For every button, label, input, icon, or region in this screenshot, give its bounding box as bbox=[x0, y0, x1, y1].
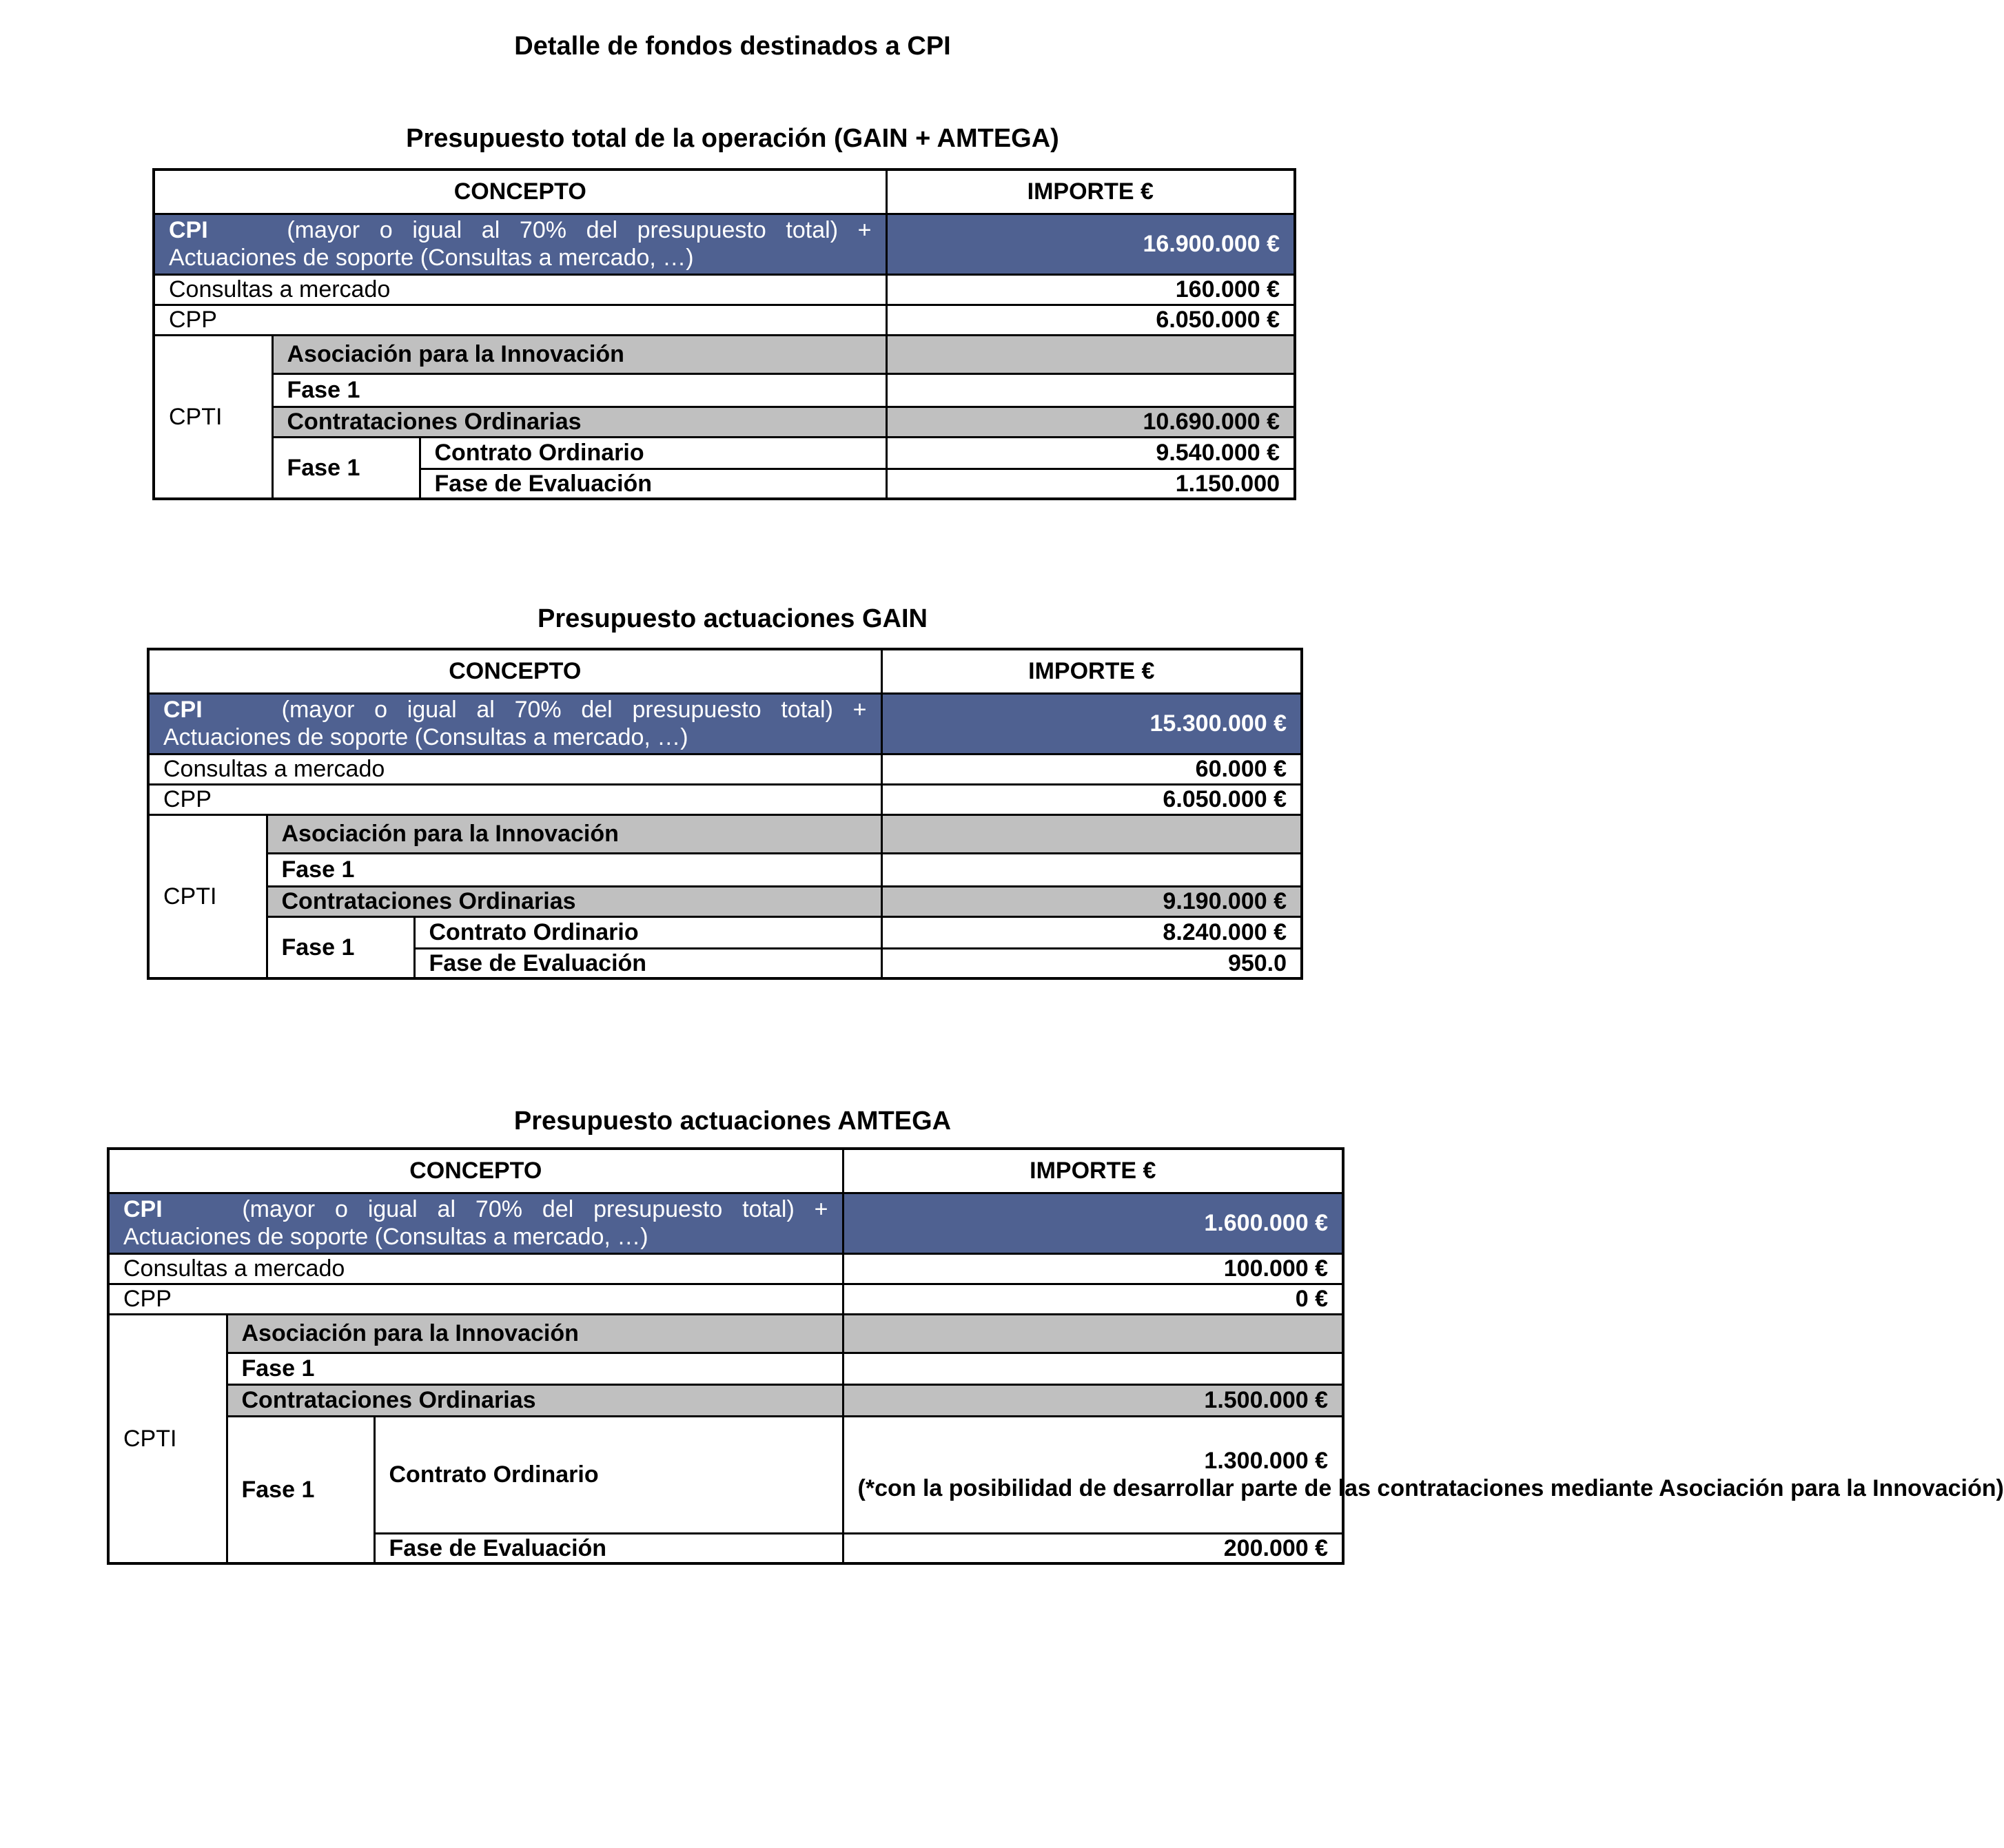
fase-evaluacion-label: Fase de Evaluación bbox=[420, 469, 886, 499]
contrato-ordinario-amount bbox=[843, 1416, 2004, 1533]
contrataciones-fase1-label: Fase 1 bbox=[227, 1416, 374, 1563]
cpti-label: CPTI bbox=[108, 1314, 227, 1563]
cpi-amount: 16.900.000 € bbox=[886, 214, 1295, 274]
cpti-label: CPTI bbox=[154, 335, 272, 499]
cpi-concept: CPI (mayor o igual al 70% del presupuesto total) + Actuaciones de soporte (Consultas a mercado, …) bbox=[108, 1193, 843, 1253]
header-importe: IMPORTE € bbox=[881, 649, 1302, 693]
contrato-ordinario-label: Contrato Ordinario bbox=[420, 437, 886, 469]
page-title: Detalle de fondos destinados a CPI bbox=[514, 32, 951, 61]
header-concepto: CONCEPTO bbox=[108, 1149, 843, 1193]
asociacion-fase1-amount bbox=[881, 853, 1302, 886]
cpp-label: CPP bbox=[108, 1284, 843, 1314]
asociacion-label: Asociación para la Innovación bbox=[227, 1314, 843, 1353]
asociacion-fase1-label: Fase 1 bbox=[227, 1353, 843, 1384]
fase-evaluacion-amount: 200.000 € bbox=[843, 1533, 1343, 1563]
asociacion-fase1-amount bbox=[843, 1353, 1343, 1384]
contrataciones-label: Contrataciones Ordinarias bbox=[227, 1384, 843, 1416]
asociacion-label: Asociación para la Innovación bbox=[267, 814, 881, 853]
asociacion-fase1-amount bbox=[886, 373, 1295, 407]
contrataciones-fase1-label: Fase 1 bbox=[267, 916, 414, 978]
header-concepto: CONCEPTO bbox=[148, 649, 881, 693]
cpi-amount: 1.600.000 € bbox=[843, 1193, 1343, 1253]
contrato-ordinario-amount: 9.540.000 € bbox=[886, 437, 1295, 469]
header-importe: IMPORTE € bbox=[886, 170, 1295, 214]
contrato-ordinario-label: Contrato Ordinario bbox=[374, 1416, 843, 1533]
fase-evaluacion-amount: 1.150.000 bbox=[886, 469, 1295, 499]
contrataciones-fase1-label: Fase 1 bbox=[272, 437, 420, 499]
consultas-amount: 60.000 € bbox=[881, 754, 1302, 784]
consultas-amount: 160.000 € bbox=[886, 274, 1295, 305]
asociacion-label: Asociación para la Innovación bbox=[272, 335, 886, 373]
contrataciones-amount: 9.190.000 € bbox=[881, 886, 1302, 916]
budget-table-total bbox=[152, 168, 1296, 500]
cpp-label: CPP bbox=[148, 784, 881, 814]
contrato-ordinario-amount: 8.240.000 € bbox=[881, 916, 1302, 948]
fase-evaluacion-label: Fase de Evaluación bbox=[414, 948, 881, 978]
contrataciones-label: Contrataciones Ordinarias bbox=[267, 886, 881, 916]
contrato-ordinario-label: Contrato Ordinario bbox=[414, 916, 881, 948]
cpti-label: CPTI bbox=[148, 814, 267, 978]
contrato-ordinario-note: (*con la posibilidad de desarrollar parte de las contrataciones mediante Asociación para la Innovación) bbox=[857, 1475, 2004, 1501]
fase-evaluacion-amount: 950.0 bbox=[881, 948, 1302, 978]
budget-table-gain bbox=[147, 648, 1303, 980]
header-importe: IMPORTE € bbox=[843, 1149, 1343, 1193]
consultas-label: Consultas a mercado bbox=[154, 274, 886, 305]
cpp-label: CPP bbox=[154, 305, 886, 335]
consultas-label: Consultas a mercado bbox=[148, 754, 881, 784]
table-title-amtega: Presupuesto actuaciones AMTEGA bbox=[513, 1107, 952, 1136]
cpp-amount: 0 € bbox=[843, 1284, 1343, 1314]
asociacion-fase1-label: Fase 1 bbox=[272, 373, 886, 407]
contrataciones-amount: 1.500.000 € bbox=[843, 1384, 1343, 1416]
consultas-amount: 100.000 € bbox=[843, 1253, 1343, 1284]
asociacion-amount bbox=[886, 335, 1295, 373]
header-concepto: CONCEPTO bbox=[154, 170, 886, 214]
cpp-amount: 6.050.000 € bbox=[886, 305, 1295, 335]
asociacion-fase1-label: Fase 1 bbox=[267, 853, 881, 886]
consultas-label: Consultas a mercado bbox=[108, 1253, 843, 1284]
contrataciones-amount: 10.690.000 € bbox=[886, 407, 1295, 437]
cpi-amount: 15.300.000 € bbox=[881, 693, 1302, 754]
cpi-concept: CPI (mayor o igual al 70% del presupuesto total) + Actuaciones de soporte (Consultas a mercado, …) bbox=[154, 214, 886, 274]
cpp-amount: 6.050.000 € bbox=[881, 784, 1302, 814]
asociacion-amount bbox=[881, 814, 1302, 853]
contrataciones-label: Contrataciones Ordinarias bbox=[272, 407, 886, 437]
table-title-gain: Presupuesto actuaciones GAIN bbox=[538, 604, 928, 633]
table-title-total: Presupuesto total de la operación (GAIN + AMTEGA) bbox=[406, 124, 1059, 153]
budget-table-amtega bbox=[107, 1147, 2004, 1565]
fase-evaluacion-label: Fase de Evaluación bbox=[374, 1533, 843, 1563]
contrato-ordinario-value: 1.300.000 € bbox=[1204, 1448, 1329, 1474]
asociacion-amount bbox=[843, 1314, 1343, 1353]
cpi-concept: CPI (mayor o igual al 70% del presupuesto total) + Actuaciones de soporte (Consultas a mercado, …) bbox=[148, 693, 881, 754]
